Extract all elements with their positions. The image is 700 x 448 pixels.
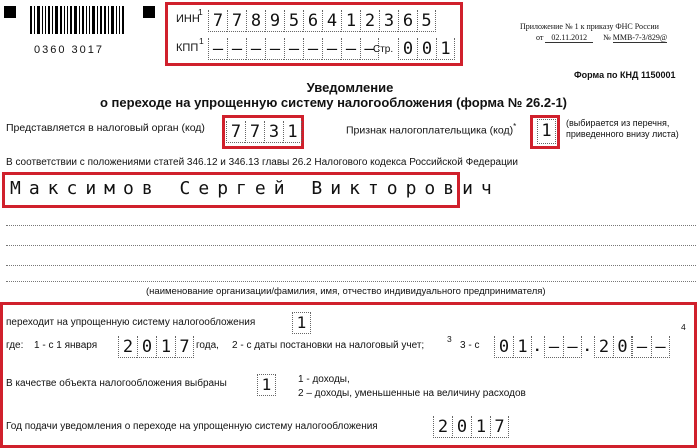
digit-cell[interactable]: 4 — [322, 10, 341, 32]
page-label: Стр. — [373, 44, 394, 55]
start-year-prefix-field[interactable] — [594, 336, 632, 358]
title-line1: Уведомление — [306, 80, 394, 95]
digit-cell[interactable]: – — [284, 38, 303, 60]
where-label: где: — [6, 340, 24, 351]
taxpayer-sign-field[interactable]: 1 — [537, 119, 556, 144]
digit-cell[interactable]: 6 — [303, 10, 322, 32]
digit-cell[interactable]: – — [265, 38, 284, 60]
barcode-bar — [100, 6, 102, 34]
digit-cell[interactable]: 7 — [227, 10, 246, 32]
footnote-4: 4 — [681, 322, 686, 332]
digit-cell[interactable]: 7 — [175, 336, 194, 358]
transition-label: переходит на упрощенную систему налогообложения — [6, 317, 256, 328]
barcode-bar — [60, 6, 62, 34]
digit-cell[interactable]: 1 — [156, 336, 175, 358]
tax-office-field[interactable] — [226, 121, 302, 143]
year-suffix: года, — [196, 340, 219, 351]
legal-basis-text: В соответствии с положениями статей 346.12 и 346.13 главы 26.2 Налогового кодекса Российской Федерации — [6, 157, 518, 168]
digit-cell[interactable]: 0 — [613, 336, 632, 358]
title-line2: о переходе на упрощенную систему налогообложения (форма № 26.2-1) — [100, 95, 568, 110]
start-year-suffix-field[interactable] — [632, 336, 670, 358]
taxpayer-sign-label: Признак налогоплательщика (код)* — [346, 122, 517, 137]
object-option-income-expenses: 2 – доходы, уменьшенные на величину расходов — [298, 388, 526, 399]
barcode-bar — [79, 6, 80, 34]
inn-field[interactable] — [208, 10, 436, 32]
digit-cell[interactable]: – — [544, 336, 563, 358]
barcode-bar — [67, 6, 68, 34]
barcode-bar — [52, 6, 53, 34]
digit-cell[interactable]: 0 — [417, 38, 436, 60]
digit-cell[interactable]: 0 — [137, 336, 156, 358]
barcode-bar — [111, 6, 114, 34]
name-row — [6, 210, 696, 226]
barcode — [30, 6, 130, 38]
start-day-field[interactable] — [494, 336, 532, 358]
digit-cell[interactable]: 1 — [436, 38, 455, 60]
digit-cell[interactable]: – — [227, 38, 246, 60]
digit-cell[interactable]: 9 — [265, 10, 284, 32]
digit-cell[interactable]: – — [322, 38, 341, 60]
taxpayer-sign-note2: приведенного внизу листа) — [566, 129, 679, 139]
digit-cell[interactable]: – — [303, 38, 322, 60]
digit-cell[interactable]: 1 — [513, 336, 532, 358]
barcode-bar — [42, 6, 43, 34]
page-number-field[interactable] — [398, 38, 455, 60]
digit-cell[interactable]: 1 — [283, 121, 302, 143]
name-caption: (наименование организации/фамилия, имя, отчество индивидуального предпринимателя) — [146, 286, 546, 297]
taxpayer-name-field[interactable]: Максимов Сергей Викторович — [10, 178, 500, 199]
object-option-income: 1 - доходы, — [298, 374, 350, 385]
barcode-bar — [108, 6, 109, 34]
name-row — [6, 250, 696, 266]
barcode-bar — [89, 6, 90, 34]
option-registration: 2 - с даты постановки на налоговый учет; — [232, 340, 425, 351]
barcode-bar — [64, 6, 65, 34]
digit-cell[interactable]: 0 — [452, 416, 471, 438]
barcode-number: 0360 3017 — [34, 44, 104, 56]
form-code: Форма по КНД 1150001 — [574, 70, 676, 80]
digit-cell[interactable]: 7 — [226, 121, 245, 143]
digit-cell[interactable]: 7 — [245, 121, 264, 143]
digit-cell[interactable]: – — [341, 38, 360, 60]
barcode-bar — [48, 6, 50, 34]
filing-year-field[interactable] — [433, 416, 509, 438]
transition-code-field[interactable]: 1 — [292, 312, 311, 334]
barcode-bar — [116, 6, 117, 34]
name-row — [6, 230, 696, 246]
start-month-field[interactable] — [544, 336, 582, 358]
corner-marker — [4, 6, 16, 18]
barcode-bar — [104, 6, 106, 34]
barcode-bar — [97, 6, 98, 34]
taxpayer-sign-note1: (выбирается из перечня, — [566, 118, 670, 128]
digit-cell[interactable]: 8 — [246, 10, 265, 32]
barcode-bar — [34, 6, 35, 34]
object-label: В качестве объекта налогообложения выбраны — [6, 378, 227, 389]
barcode-bar — [86, 6, 87, 34]
kpp-label: КПП — [176, 42, 199, 54]
digit-cell[interactable]: 3 — [264, 121, 283, 143]
digit-cell[interactable]: 1 — [341, 10, 360, 32]
tax-office-label: Представляется в налоговый орган (код) — [6, 122, 205, 134]
barcode-bar — [45, 6, 46, 34]
object-code-field[interactable]: 1 — [257, 374, 276, 396]
digit-cell[interactable]: 5 — [284, 10, 303, 32]
option-jan1: 1 - с 1 января — [34, 340, 98, 351]
digit-cell[interactable]: 3 — [379, 10, 398, 32]
appendix-line2: от 02.11.2012 № ММВ-7-3/829@ — [536, 33, 668, 42]
digit-cell[interactable]: 2 — [433, 416, 452, 438]
digit-cell[interactable]: – — [208, 38, 227, 60]
digit-cell[interactable]: 6 — [398, 10, 417, 32]
barcode-bar — [119, 6, 120, 34]
digit-cell[interactable]: 0 — [398, 38, 417, 60]
digit-cell[interactable]: – — [360, 38, 379, 60]
barcode-bar — [30, 6, 32, 34]
barcode-bar — [82, 6, 84, 34]
barcode-bar — [37, 6, 40, 34]
digit-cell[interactable]: – — [651, 336, 670, 358]
digit-cell[interactable]: – — [246, 38, 265, 60]
barcode-bar — [70, 6, 72, 34]
digit-cell[interactable]: 2 — [360, 10, 379, 32]
kpp-field[interactable] — [208, 38, 379, 60]
corner-marker — [143, 6, 155, 18]
barcode-bar — [122, 6, 124, 34]
filing-year-label: Год подачи уведомления о переходе на упрощенную систему налогообложения — [6, 421, 378, 432]
digit-cell[interactable]: 7 — [208, 10, 227, 32]
digit-cell[interactable]: 5 — [417, 10, 436, 32]
digit-cell[interactable]: 1 — [471, 416, 490, 438]
barcode-bar — [55, 6, 58, 34]
barcode-bar — [92, 6, 95, 34]
appendix-line1: Приложение № 1 к приказу ФНС России — [520, 22, 659, 31]
name-row — [6, 266, 696, 282]
digit-cell[interactable]: 0 — [494, 336, 513, 358]
start-year-field[interactable] — [118, 336, 194, 358]
digit-cell[interactable]: 7 — [490, 416, 509, 438]
option-date: 3 - с — [460, 340, 480, 351]
digit-cell[interactable]: – — [563, 336, 582, 358]
digit-cell[interactable]: 2 — [594, 336, 613, 358]
barcode-bar — [74, 6, 77, 34]
digit-cell[interactable]: – — [632, 336, 651, 358]
digit-cell[interactable]: 2 — [118, 336, 137, 358]
inn-label: ИНН — [176, 13, 200, 25]
